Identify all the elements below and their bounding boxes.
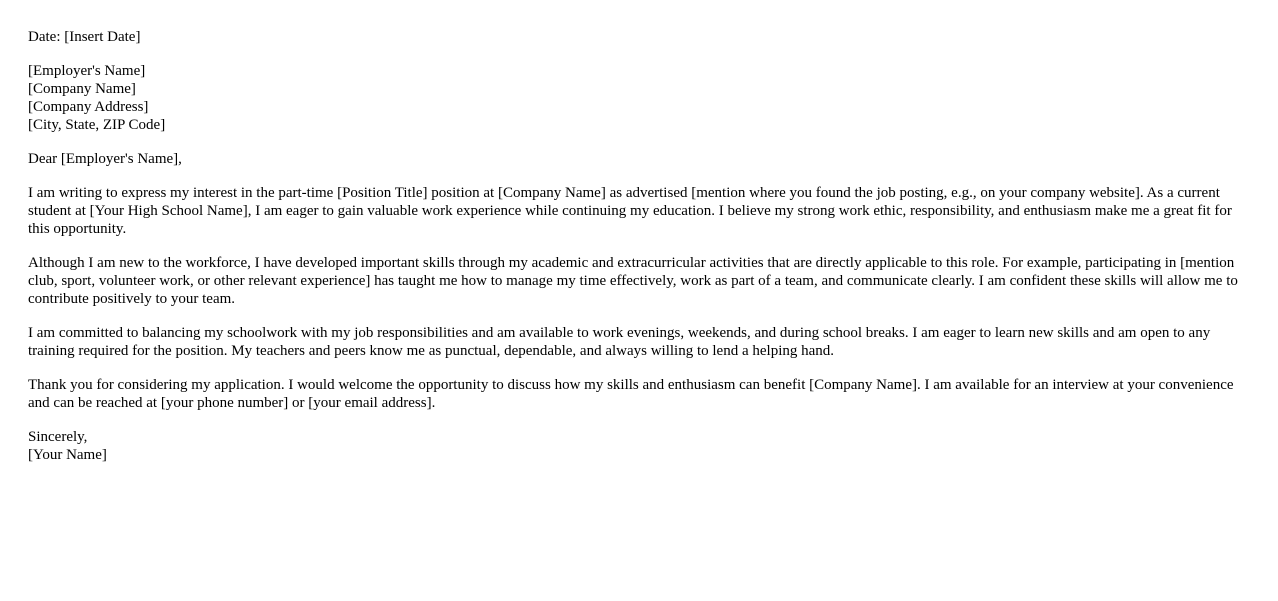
company-address: [Company Address] (28, 99, 149, 115)
body-paragraph-4: Thank you for considering my application. I would welcome the opportunity to discuss how my skills and enthusiasm can benefit [Company Name]. I am available for an interview at your convenience and can be reached at [your phone number] or [your email address]. (28, 377, 1234, 411)
cover-letter (28, 28, 1252, 480)
closing-text: Sincerely, (28, 429, 88, 445)
body-paragraph-1: I am writing to express my interest in the part-time [Position Title] position at [Company Name] as advertised [mention where you found the job posting, e.g., on your company website]. As a current student at [Your High School Name], I am eager to gain valuable work experience while continuing my education. I believe my strong work ethic, responsibility, and enthusiasm make me a great fit for this opportunity. (28, 185, 1232, 237)
signature-name: [Your Name] (28, 447, 107, 463)
closing-block (28, 428, 1252, 464)
salutation (28, 150, 1252, 168)
city-state-zip: [City, State, ZIP Code] (28, 117, 166, 133)
date-text: Date: [Insert Date] (28, 29, 141, 45)
body-paragraph-2: Although I am new to the workforce, I have developed important skills through my academic and extracurricular activities that are directly applicable to this role. For example, participating in [mention club, sport, volunteer work, or other relevant experience] has taught me how to manage my time effectively, work as part of a team, and communicate clearly. I am confident these skills will allow me to contribute positively to your team. (28, 255, 1238, 307)
salutation-text: Dear [Employer's Name], (28, 151, 182, 167)
recipient-address (28, 62, 1252, 134)
company-name: [Company Name] (28, 81, 136, 97)
body-paragraph-3: I am committed to balancing my schoolwork with my job responsibilities and am available to work evenings, weekends, and during school breaks. I am eager to learn new skills and am open to any training required for the position. My teachers and peers know me as punctual, dependable, and always willing to lend a helping hand. (28, 325, 1211, 359)
employer-name: [Employer's Name] (28, 63, 146, 79)
date-line (28, 28, 1252, 46)
